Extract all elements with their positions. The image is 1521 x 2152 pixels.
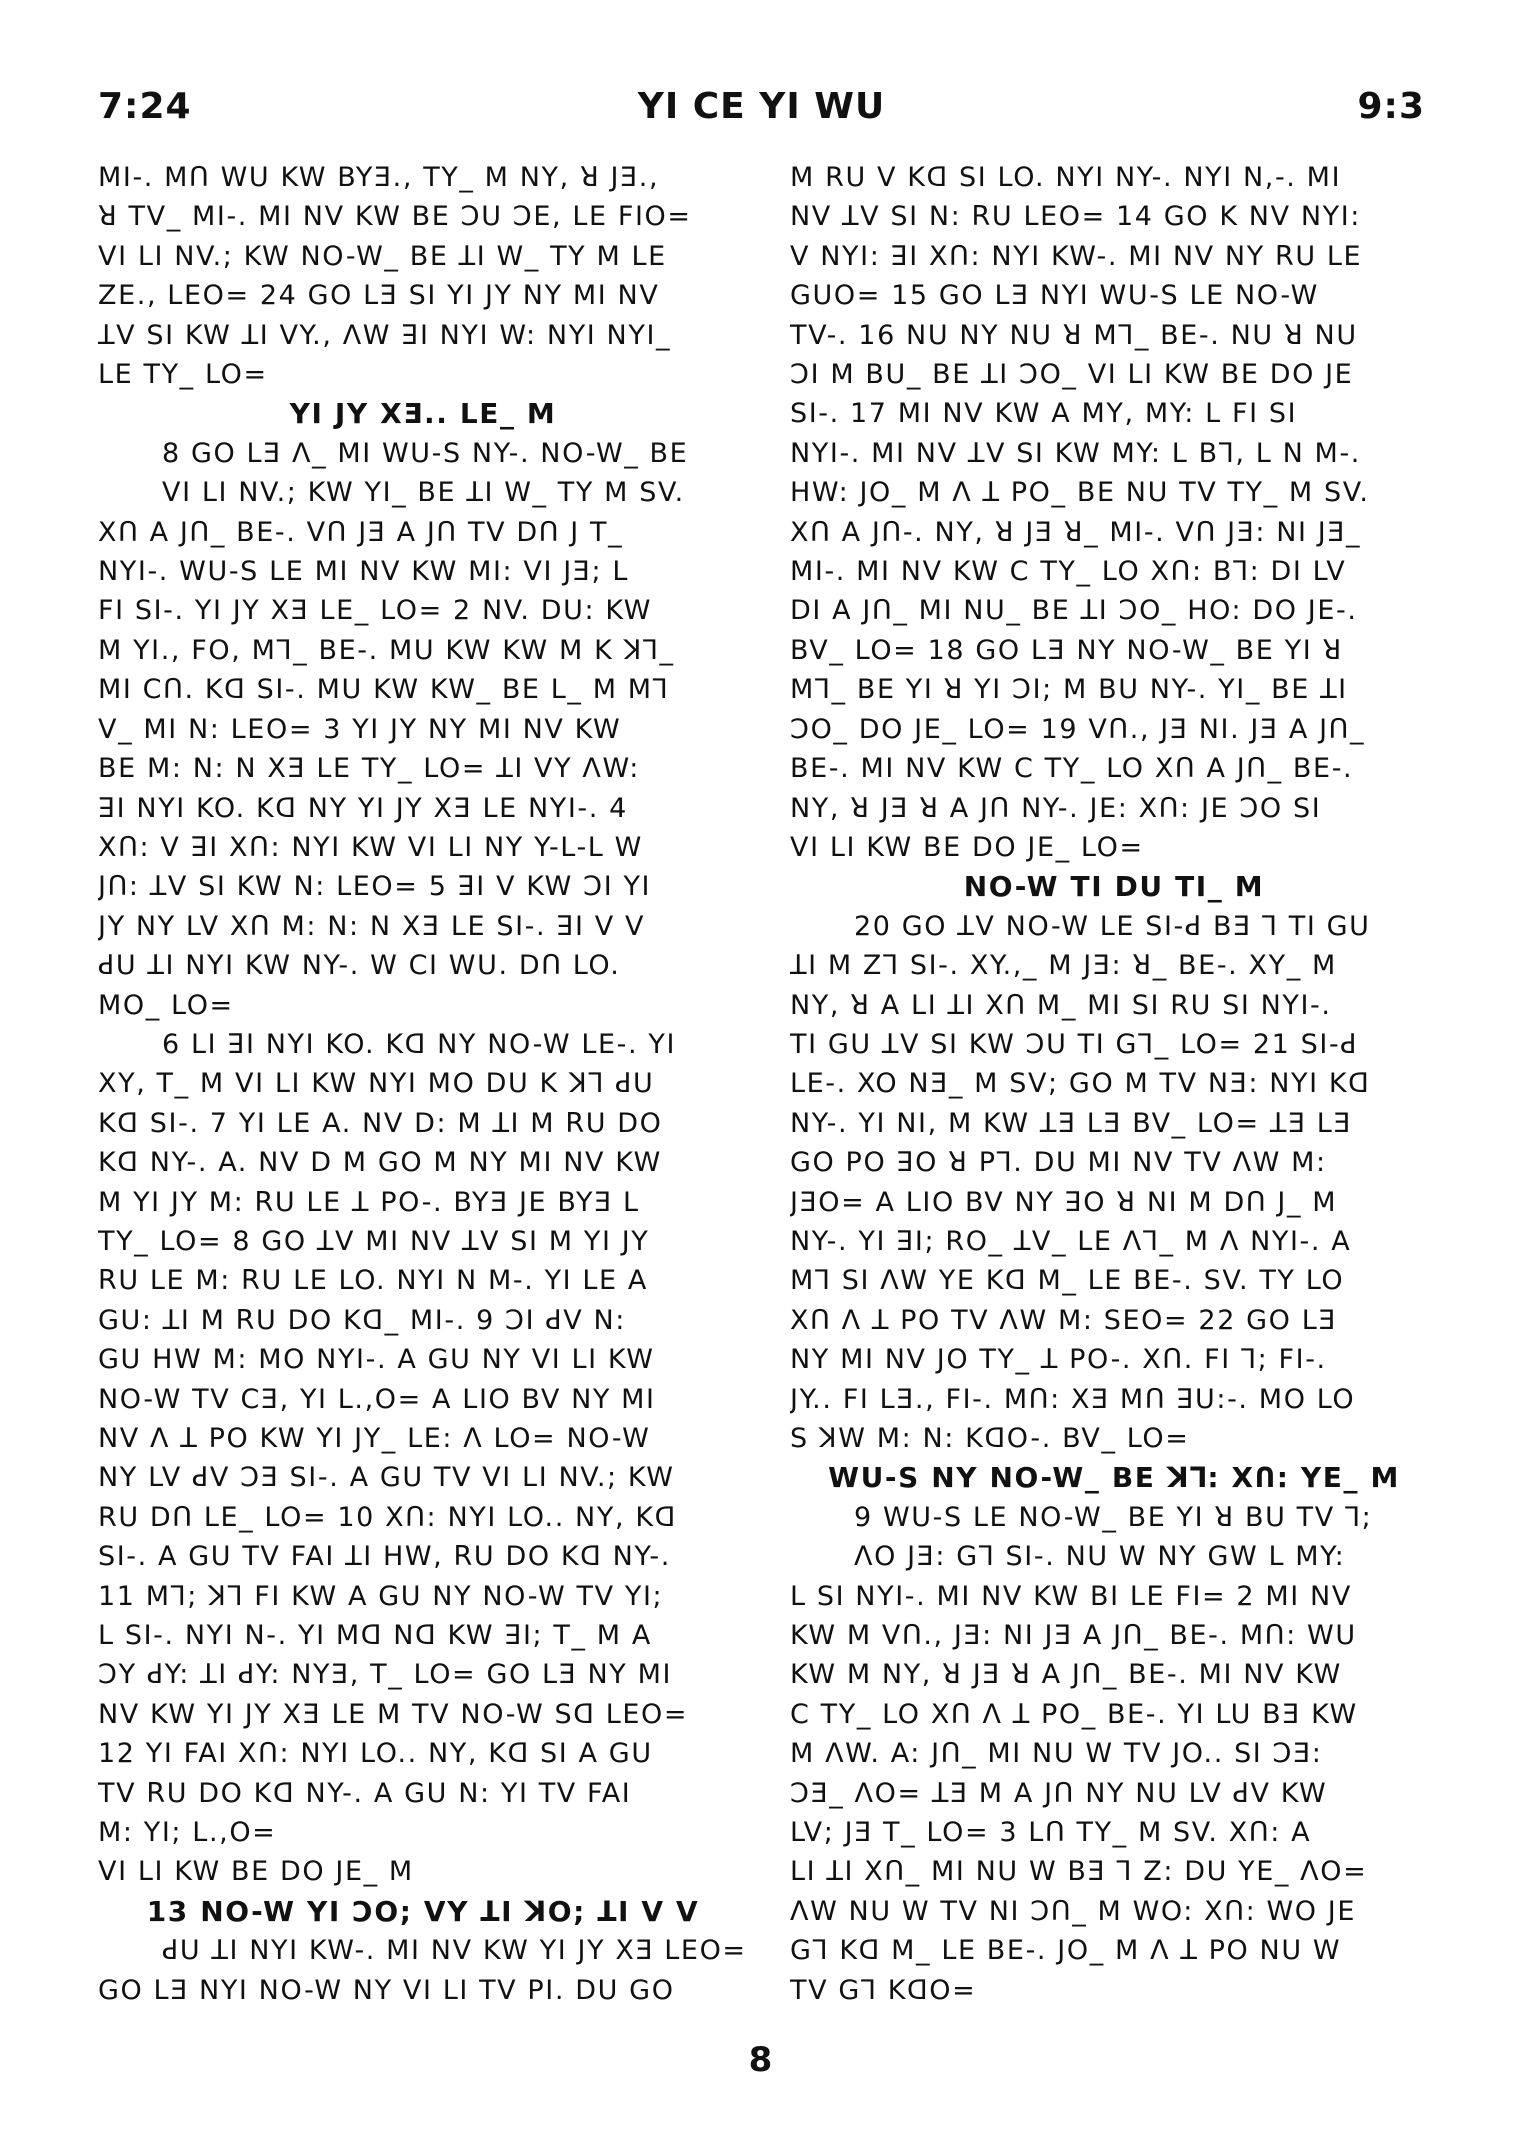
text-line: S ꓘW M: N: KꓷO-. BV_ LO=	[790, 1423, 1190, 1454]
text-line: MI-. MՈ WU KW BYƎ., TY_ M NY, ꓤ JƎ.,	[98, 162, 660, 193]
text-line: HW: JO_ M Λ ꓕ PO_ BE NU TV TY_ M SV.	[790, 477, 1370, 509]
text-line: ꓤ TV_ MI-. MI NV KW BE ƆU ƆE, LE FIO=	[98, 201, 692, 233]
text-line: ΛO JƎ: G⅂ SI-. NU W NY GW L MY:	[854, 1541, 1346, 1573]
text-line: V_ MI N: LEO= 3 YI JY NY MI NV KW	[98, 713, 622, 745]
text-line: LE TY_ LO=	[98, 359, 268, 391]
section-heading: 13 NO-W YI ƆO; VY ꓕI ꓘO; ꓕI V V	[146, 1894, 700, 1928]
text-line: MI-. MI NV KW C TY_ LO XՈ: B⅂: DI LV	[790, 556, 1347, 588]
text-line: TV G⅂ KꓷO=	[790, 1974, 977, 2006]
header-reference-left: 7:24	[98, 86, 192, 127]
text-line: LE-. XO NƎ_ M SV; GO M TV NƎ: NYI Kꓷ	[790, 1068, 1371, 1100]
left-column	[98, 158, 748, 2010]
text-line: V NYI: ꓱI XՈ: NYI KW-. MI NV NY ꓣU LE	[790, 240, 1363, 272]
text-line: ꓣU LE M: ꓣU LE LO. NYI N M-. YI LE A	[98, 1265, 648, 1297]
text-line: GO PO ꓱO ꓤ P⅂. DU MI NV TV ΛW M:	[790, 1147, 1327, 1179]
text-line: ƆY ꓒY: ꓕI ꓒY: NYƎ, T_ LO= GO LƎ NY MI	[98, 1659, 673, 1691]
text-line: 20 GO ꓕV NO-W LE SI-ꓒ BƎ ⅂ TI GU	[854, 910, 1371, 942]
text-line: 9 WU-S LE NO-W_ BE YI ꓤ BU TV ⅂;	[854, 1501, 1373, 1533]
text-line: JՈ: ꓕV SI KW N: LEO= 5 ꓱI V KW ƆI YI	[98, 871, 652, 903]
text-line: NY, ꓤ JƎ ꓤ A JՈ NY-. JE: XՈ: JE ƆO SI	[790, 792, 1322, 824]
text-line: NY-. YI NI, M KW ꓕƎ LƎ BV_ LO= ꓕƎ LƎ	[790, 1107, 1353, 1139]
text-line: NV Λ ꓕ PO KW YI JY_ LE: Λ LO= NO-W	[98, 1423, 651, 1454]
text-line: XՈ Λ ꓕ PO TV ΛW M: SEO= 22 GO LƎ	[790, 1304, 1338, 1336]
text-line: NYI-. WU-S LE MI NV KW MI: VI JƎ; L	[98, 556, 629, 588]
right-column	[790, 158, 1438, 2010]
text-line: VI LI NV.; KW YI_ BE ꓕI W_ TY M SV.	[162, 477, 685, 509]
text-line: FI SI-. YI JY XƎ LE_ LO= 2 NV. DU: KW	[98, 595, 653, 627]
text-line: NY, ꓤ A LI ꓕI XՈ M_ MI SI RU SI NYI-.	[790, 989, 1332, 1021]
text-line: L SI NYI-. MI NV KW BI LE FI= 2 MI NV	[790, 1580, 1352, 1612]
text-line: BE-. MI NV KW C TY_ LO XՈ A JՈ_ BE-.	[790, 753, 1354, 785]
text-line: GU: ꓕI M ꓣU DO Kꓷ_ MI-. 9 ƆI ꓒV N:	[98, 1304, 626, 1336]
text-line: 11 M⅂; ꓘ⅂ FI KW A GU NY NO-W TV YI;	[98, 1580, 664, 1612]
text-line: 12 YI FAI XՈ: NYI LO.. NY, Kꓷ SI A GU	[98, 1738, 653, 1770]
text-line: ꓒU ꓕI NYI KW-. MI NV KW YI JY XƎ LEO=	[162, 1935, 747, 1967]
text-line: RU DՈ LE_ LO= 10 XՈ: NYI LO.. NY, Kꓷ	[98, 1501, 677, 1533]
text-line: 6 LI ꓱI NYI KO. Kꓷ NY NO-W LE-. YI	[162, 1028, 677, 1060]
page-number: 8	[748, 2040, 773, 2080]
section-heading: WU-S NY NO-W_ BE ꓘ⅂: XՈ: YE_ M	[828, 1461, 1400, 1495]
text-line: ꓱI NYI KO. Kꓷ NY YI JY XƎ LE NYI-. 4	[98, 792, 628, 824]
text-line: ƆI M BU_ BE ꓕI ƆO_ VI LI KW BE DO JE	[790, 359, 1354, 391]
page-header	[98, 86, 1425, 136]
text-line: NY LV ꓒV ƆƎ SI-. A GU TV VI LI NV.; KW	[98, 1462, 675, 1494]
text-line: JY.. FI LƎ., FI-. MՈ: XƎ MՈ ꓱU:-. MO LO	[790, 1383, 1356, 1415]
text-line: VI LI KW BE DO JE_ M	[98, 1856, 414, 1888]
text-line: ꓕV SI KW ꓕI VY., ΛW ꓱI NYI W: NYI NYI_	[98, 319, 672, 351]
header-reference-right: 9:3	[1357, 86, 1425, 127]
text-line: MO_ LO=	[98, 989, 234, 1021]
text-line: ƆO_ DO JE_ LO= 19 VՈ., JƎ NI. JƎ A JՈ_	[790, 713, 1366, 745]
text-line: LI ꓕI XՈ_ MI NU W BƎ ⅂ Z: DU YE_ ΛO=	[790, 1856, 1368, 1888]
text-line: G⅂ Kꓷ M_ LE BE-. JO_ M Λ ꓕ PO NU W	[790, 1935, 1342, 1967]
text-line: NY-. YI ꓱI; RO_ ꓕV_ LE Λ⅂_ M Λ NYI-. A	[790, 1225, 1352, 1257]
text-line: TV ꓣU DO Kꓷ NY-. A GU N: YI TV FAI	[98, 1777, 632, 1809]
text-line: ꓕI M Z⅂ SI-. XY.,_ M JƎ: ꓤ_ BE-. XY_ M	[790, 950, 1337, 982]
text-line: ƆƎ_ ΛO= ꓕƎ M A JՈ NY NU LV ꓒV KW	[790, 1777, 1328, 1809]
text-line: GU HW M: MO NYI-. A GU NY VI LI KW	[98, 1344, 655, 1376]
text-line: ꓒU ꓕI NYI KW NY-. W CI WU. DՈ LO.	[98, 950, 621, 982]
text-line: KW M NY, ꓤ JƎ ꓤ A JՈ_ BE-. MI NV KW	[790, 1659, 1342, 1691]
text-line: GO LƎ NYI NO-W NY VI LI TV PI. DU GO	[98, 1974, 675, 2006]
text-line: XՈ A JՈ_ BE-. VՈ JƎ A JՈ TV DՈ J T_	[98, 516, 624, 548]
text-line: TV-. 16 NU NY NU ꓤ M⅂_ BE-. NU ꓤ NU	[790, 319, 1358, 351]
text-line: NO-W TV CƎ, YI L.,O= A LIO BV NY MI	[98, 1383, 656, 1415]
text-line: JƎO= A LIO BV NY ꓱO ꓤ NI M DՈ J_ M	[790, 1186, 1338, 1218]
text-line: XՈ A JՈ-. NY, ꓤ JƎ ꓤ_ MI-. VՈ JƎ: NI JƎ_	[790, 516, 1362, 548]
text-line: ZE., LEO= 24 GO LƎ SI YI JY NY MI NV	[98, 280, 660, 312]
text-line: JY NY LV XՈ M: N: N XƎ LE SI-. ꓱI V V	[98, 910, 646, 942]
text-line: NV KW YI JY XƎ LE M TV NO-W Sꓷ LEO=	[98, 1698, 689, 1730]
section-heading: NO-W TI DU TI_ M	[963, 870, 1265, 904]
text-line: KW M VՈ., JƎ: NI JƎ A JՈ_ BE-. MՈ: WU	[790, 1620, 1357, 1652]
text-line: M YI., FO, M⅂_ BE-. MU KW KW M K ꓘ⅂_	[98, 634, 675, 666]
text-line: BV_ LO= 18 GO LƎ NY NO-W_ BE YI ꓤ	[790, 634, 1343, 666]
text-line: XY, T_ M VI LI KW NYI MO DU K ꓘ⅂ ꓒU	[98, 1068, 655, 1100]
text-line: XՈ: V ꓱI XՈ: NYI KW VI LI NY Y-L-L W	[98, 831, 643, 863]
text-line: TI GU ꓕV SI KW ƆU TI G⅂_ LO= 21 SI-ꓒ	[790, 1028, 1359, 1060]
text-line: M⅂_ BE YI ꓤ YI ƆI; M BU NY-. YI_ BE ꓕI	[790, 674, 1348, 706]
text-line: MI CՈ. Kꓷ SI-. MU KW KW_ BE L_ M M⅂	[98, 674, 670, 706]
text-line: SI-. 17 MI NV KW A MY, MY: L FI SI	[790, 398, 1298, 430]
text-line: VI LI KW BE DO JE_ LO=	[790, 831, 1144, 863]
header-book-title: YI CE YI WU	[637, 86, 886, 127]
text-line: NY MI NV JO TY_ ꓕ PO-. XՈ. FI ⅂; FI-.	[790, 1344, 1327, 1376]
text-line: M RU V Kꓷ SI LO. NYI NY-. NYI N,-. MI	[790, 162, 1342, 193]
text-line: GUO= 15 GO LƎ NYI WU-S LE NO-W	[790, 280, 1319, 312]
text-line: M YI JY M: ꓣU LE ꓕ PO-. BYƎ JE BYƎ L	[98, 1186, 640, 1218]
text-line: ΛW NU W TV NI ƆՈ_ M WO: XՈ: WO JE	[790, 1895, 1357, 1927]
text-line: SI-. A GU TV FAI ꓕI HW, ꓣU DO Kꓷ NY-.	[98, 1541, 671, 1573]
text-line: LV; JƎ T_ LO= 3 LՈ TY_ M SV. XՈ: A	[790, 1817, 1312, 1849]
text-line: Kꓷ NY-. A. NV D M GO M NY MI NV KW	[98, 1147, 662, 1179]
text-line: NYI-. MI NV ꓕV SI KW MY: L B⅂, L N M-.	[790, 437, 1361, 469]
text-line: DI A JՈ_ MI NU_ BE ꓕI ƆO_ HO: DO JE-.	[790, 595, 1358, 627]
section-heading: YI JY XƎ.. LE_ M	[289, 397, 557, 431]
text-line: BE M: N: N XƎ LE TY_ LO= ꓕI VY ΛW:	[98, 753, 640, 785]
text-line: TY_ LO= 8 GO ꓕV MI NV ꓕV SI M YI JY	[98, 1225, 650, 1257]
text-line: M: YI; L.,O=	[98, 1817, 277, 1849]
text-line: L SI-. NYI N-. YI Mꓷ Nꓷ KW ꓱI; T_ M A	[98, 1620, 652, 1652]
text-line: 8 GO LƎ Λ_ MI WU-S NY-. NO-W_ BE	[162, 437, 689, 469]
text-line: C TY_ LO XՈ Λ ꓕ PO_ BE-. YI LU BƎ KW	[790, 1698, 1358, 1730]
text-line: M⅂ SI ΛW YE Kꓷ M_ LE BE-. SV. TY LO	[790, 1265, 1345, 1297]
text-line: NV ꓕV SI N: ꓣU LEO= 14 GO K NV NYI:	[790, 201, 1362, 233]
text-line: VI LI NV.; KW NO-W_ BE ꓕI W_ TY M LE	[98, 240, 667, 272]
text-line: Kꓷ SI-. 7 YI LE A. NV D: M ꓕI M ꓣU DO	[98, 1107, 663, 1139]
text-line: M ΛW. A: JՈ_ MI NU W TV JO.. SI ƆƎ:	[790, 1738, 1323, 1770]
